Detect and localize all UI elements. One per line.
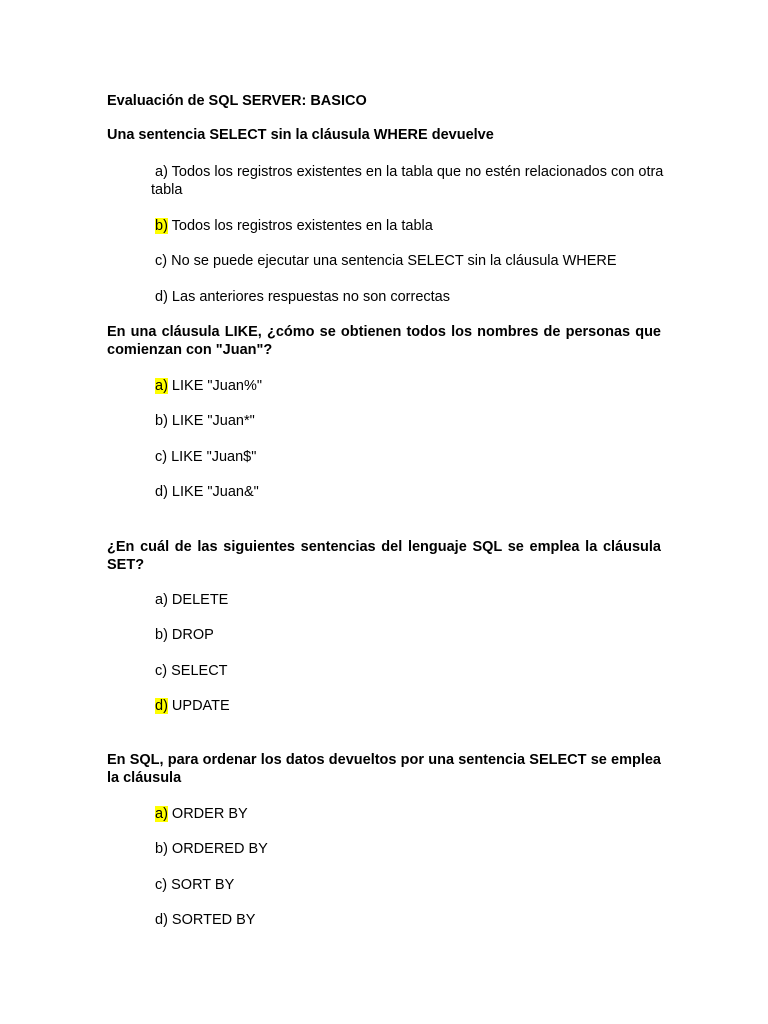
question-2-answer-b <box>155 412 255 430</box>
question-3-answer-b <box>155 626 214 644</box>
document-title: Evaluación de SQL SERVER: BASICO <box>107 93 367 109</box>
answer-letter: a) <box>155 592 168 608</box>
highlighted-answer-letter: a) <box>155 378 168 394</box>
question-1-answer-d <box>155 288 450 306</box>
answer-text: Las anteriores respuestas no son correctas <box>167 289 450 305</box>
answer-letter: c) <box>155 449 168 465</box>
answer-text: SELECT <box>167 663 228 679</box>
answer-letter: b) <box>155 413 168 429</box>
answer-text: ORDER BY <box>167 806 248 822</box>
question-2-answer-c <box>155 448 256 466</box>
answer-letter: a) <box>155 164 168 180</box>
highlighted-answer-letter: b) <box>155 218 168 234</box>
answer-letter: c) <box>155 253 168 269</box>
answer-letter: d) <box>155 912 168 928</box>
question-1-answer-a <box>151 163 666 199</box>
answer-text: No se puede ejecutar una sentencia SELECT sin la cláusula WHERE <box>167 253 617 269</box>
answer-text: Todos los registros existentes en la tabla que no estén relacionados con otra tabla <box>151 164 664 198</box>
question-3-answer-c <box>155 662 228 680</box>
question-1-answer-c <box>155 252 617 270</box>
question-4-answer-a <box>155 805 248 823</box>
answer-letter: d) <box>155 289 168 305</box>
question-4-text: En SQL, para ordenar los datos devueltos por una sentencia SELECT se emplea la cláusula <box>107 752 661 786</box>
answer-letter: c) <box>155 877 168 893</box>
answer-text: LIKE "Juan$" <box>167 449 257 465</box>
answer-letter: b) <box>155 627 168 643</box>
question-4-answer-c <box>155 876 234 894</box>
question-3-answer-a <box>155 591 228 609</box>
highlighted-answer-letter: d) <box>155 698 168 714</box>
answer-letter: d) <box>155 484 168 500</box>
question-2-text: En una cláusula LIKE, ¿cómo se obtienen todos los nombres de personas que comienzan con "Juan"? <box>107 324 661 358</box>
answer-text: UPDATE <box>167 698 230 714</box>
answer-text: Todos los registros existentes en la tabla <box>167 218 433 234</box>
answer-text: DROP <box>167 627 214 643</box>
highlighted-answer-letter: a) <box>155 806 168 822</box>
answer-text: SORTED BY <box>167 912 256 928</box>
question-4-answer-b <box>155 840 268 858</box>
answer-text: LIKE "Juan&" <box>167 484 259 500</box>
question-1-answer-b <box>155 217 433 235</box>
answer-letter: b) <box>155 841 168 857</box>
answer-text: DELETE <box>167 592 229 608</box>
answer-text: LIKE "Juan*" <box>167 413 255 429</box>
answer-text: ORDERED BY <box>167 841 268 857</box>
question-1-text: Una sentencia SELECT sin la cláusula WHERE devuelve <box>107 127 494 143</box>
question-2-answer-d <box>155 483 259 501</box>
answer-text: LIKE "Juan%" <box>167 378 263 394</box>
answer-letter: c) <box>155 663 168 679</box>
answer-text: SORT BY <box>167 877 235 893</box>
question-3-answer-d <box>155 697 230 715</box>
question-3-text: ¿En cuál de las siguientes sentencias del lenguaje SQL se emplea la cláusula SET? <box>107 539 661 573</box>
question-2-answer-a <box>155 377 262 395</box>
question-4-answer-d <box>155 911 255 929</box>
